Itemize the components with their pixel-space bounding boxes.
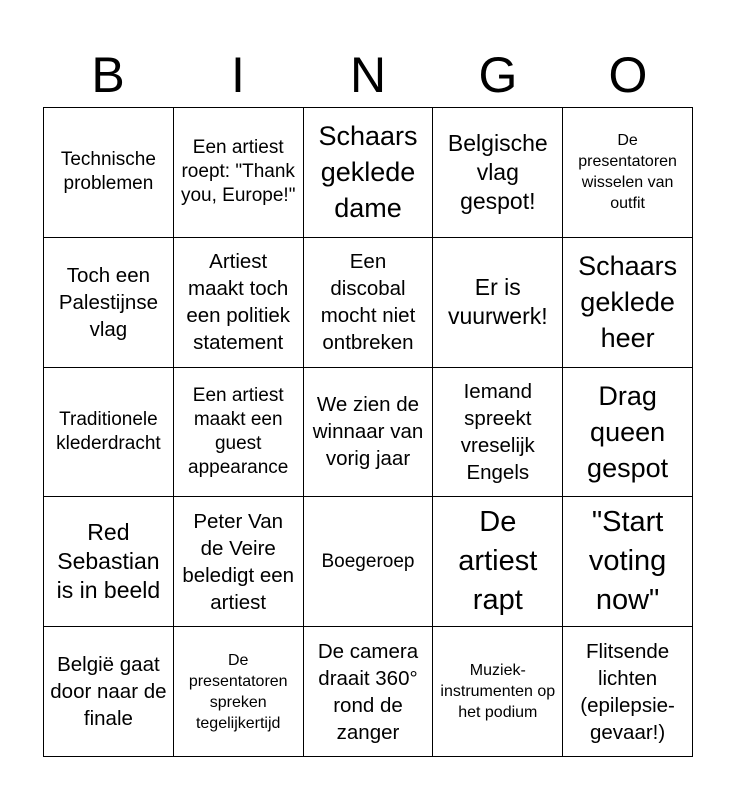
bingo-cell-r5-c1[interactable] <box>44 627 174 757</box>
header-letter-b: B <box>91 47 125 103</box>
bingo-cell-r4-c4[interactable] <box>433 497 563 627</box>
bingo-cell-text: Iemand spreekt vreselijk Engels <box>460 379 535 484</box>
bingo-cell-r3-c3[interactable] <box>304 368 434 498</box>
bingo-cell-r2-c3[interactable] <box>304 238 434 368</box>
bingo-cell-text: De presentatoren wisselen van outfit <box>578 132 677 213</box>
bingo-cell-text: Een artiest roept: "Thank you, Europe!" <box>180 137 296 207</box>
bingo-cell-text: Artiest maakt toch een politiek statement <box>186 250 291 355</box>
bingo-header <box>43 44 693 106</box>
bingo-cell-text: "Start voting now" <box>588 506 667 617</box>
bingo-cell-r2-c5[interactable] <box>563 238 693 368</box>
bingo-cell-text: De artiest rapt <box>458 506 538 617</box>
bingo-cell-text: België gaat door naar de finale <box>50 653 167 731</box>
bingo-cell-text: Er is vuurwerk! <box>447 274 548 330</box>
header-letter-i: I <box>231 47 245 103</box>
bingo-cell-text: Boegeroep <box>321 550 415 572</box>
bingo-cell-text: Muziek-instrumenten op het podium <box>440 662 556 722</box>
bingo-cell-r4-c1[interactable] <box>44 497 174 627</box>
header-letter-n: N <box>349 47 387 103</box>
bingo-cell-r4-c3[interactable] <box>304 497 434 627</box>
header-letter-g: G <box>478 47 518 103</box>
bingo-cell-text: We zien de winnaar van vorig jaar <box>312 393 424 471</box>
bingo-cell-r1-c3[interactable] <box>304 108 434 238</box>
bingo-cell-r1-c2[interactable] <box>174 108 304 238</box>
bingo-cell-text: Belgische vlag gespot! <box>447 129 548 214</box>
bingo-cell-text: Peter Van de Veire beledigt een artiest <box>182 509 295 614</box>
bingo-cell-r4-c2[interactable] <box>174 497 304 627</box>
bingo-cell-r2-c1[interactable] <box>44 238 174 368</box>
bingo-cell-r4-c5[interactable] <box>563 497 693 627</box>
bingo-cell-text: Schaars geklede heer <box>578 251 678 354</box>
bingo-cell-r3-c5[interactable] <box>563 368 693 498</box>
bingo-cell-text: Traditionele klederdracht <box>56 408 161 454</box>
bingo-cell-r5-c3[interactable] <box>304 627 434 757</box>
bingo-cell-r5-c4[interactable] <box>433 627 563 757</box>
bingo-cell-text: Flitsende lichten (epilepsie-gevaar!) <box>580 639 675 744</box>
bingo-cell-r3-c4[interactable] <box>433 368 563 498</box>
bingo-cell-r5-c2[interactable] <box>174 627 304 757</box>
bingo-cell-text: Red Sebastian is in beeld <box>56 519 161 604</box>
bingo-cell-text: Toch een Palestijnse vlag <box>58 263 158 341</box>
bingo-cell-r1-c5[interactable] <box>563 108 693 238</box>
bingo-cell-r3-c1[interactable] <box>44 368 174 498</box>
bingo-cell-text: Een discobal mocht niet ontbreken <box>320 250 416 355</box>
bingo-cell-text: De presentatoren spreken tegelijkertijd <box>188 651 288 732</box>
bingo-cell-r1-c4[interactable] <box>433 108 563 238</box>
bingo-cell-text: Drag queen gespot <box>587 380 669 483</box>
bingo-cell-r2-c4[interactable] <box>433 238 563 368</box>
bingo-cell-text: Een artiest maakt een guest appearance <box>188 384 289 478</box>
bingo-cell-r3-c2[interactable] <box>174 368 304 498</box>
bingo-cell-r1-c1[interactable] <box>44 108 174 238</box>
bingo-cell-text: Schaars geklede dame <box>318 121 418 224</box>
bingo-cell-r2-c2[interactable] <box>174 238 304 368</box>
header-letter-o: O <box>608 47 648 103</box>
bingo-cell-text: Technische problemen <box>60 149 156 195</box>
bingo-cell-r5-c5[interactable] <box>563 627 693 757</box>
bingo-cell-text: De camera draait 360° rond de zanger <box>317 639 419 744</box>
bingo-card-grid <box>43 107 693 757</box>
